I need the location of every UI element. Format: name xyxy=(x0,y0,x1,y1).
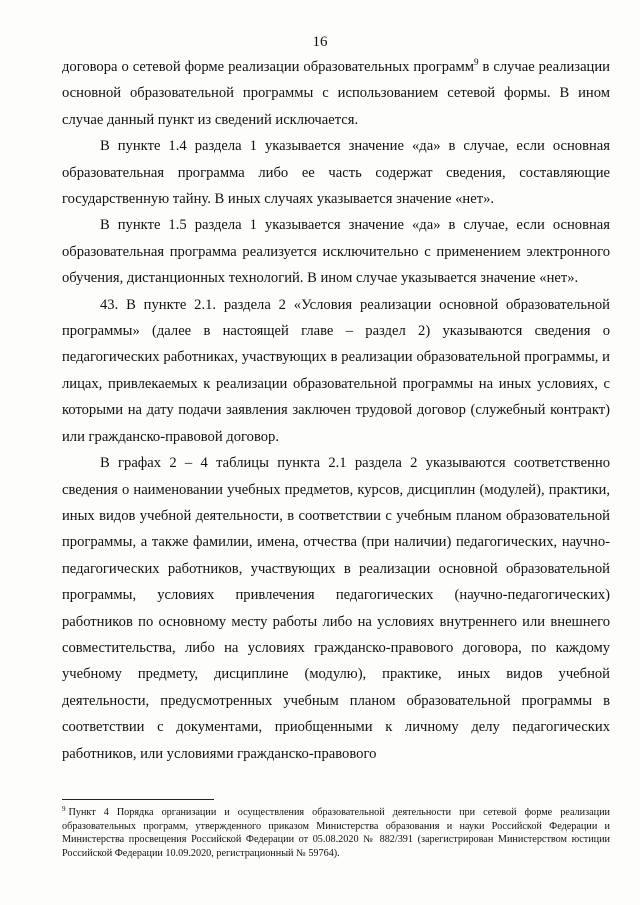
footnote-text: Пункт 4 Порядка организации и осуществления образовательной деятельности при сетевой форме реализации образовательных программ, утвержденного приказом Министерства образования и науки Российской Федерации и Министерства просвещения Российской Федерации от 05.08.2020 № 882/391 (зарегистрирован Министерством юстиции Российской Федерации 10.09.2020, регистрационный № 59764). xyxy=(62,807,610,859)
footnote-number: 9 xyxy=(62,804,66,813)
footnote-divider xyxy=(62,799,214,800)
paragraph-columns-2-4: В графах 2 – 4 таблицы пункта 2.1 раздела 2 указываются соответственно сведения о наименовании учебных предметов, курсов, дисциплин (модулей), практики, иных видов учебной деятельности, в соответствии с учебным планом образовательной программы, а также фамилии, имена, отчества (при наличии) педагогических, научно-педагогических работников, участвующих в реализации основной образовательной программы, условиях привлечения педагогических (научно-педагогических) работников по основному месту работы либо на условиях внутреннего или внешнего совместительства, либо на условиях гражданско-правового договора, по каждому учебному предмету, дисциплине (модулю), практике, иных видов учебной деятельности, предусмотренных учебным планом образовательной программы в соответствии с документами, приобщенными к личному делу педагогических работников, или условиями гражданско-правового xyxy=(62,455,610,762)
paragraph-point-1-5: В пункте 1.5 раздела 1 указывается значение «да» в случае, если основная образовательная программа реализуется исключительно с применением электронного обучения, дистанционных технологий. В ином случае указывается значение «нет». xyxy=(62,217,610,287)
paragraph-continuation xyxy=(62,54,610,133)
paragraph-item-43: 43. В пункте 2.1. раздела 2 «Условия реализации основной образовательной программы» (далее в настоящей главе – раздел 2) указываются сведения о педагогических работниках, участвующих в реализации образовательной программы, и лицах, привлекаемых к реализации образовательной программы на иных условиях, с которыми на дату подачи заявления заключен трудовой договор (служебный контракт) или гражданско-правовой договор. xyxy=(62,296,610,445)
footnote xyxy=(62,806,610,860)
paragraph-text: договора о сетевой форме реализации образовательных программ xyxy=(62,59,474,75)
paragraph-point-1-4: В пункте 1.4 раздела 1 указывается значение «да» в случае, если основная образовательная программа либо ее часть содержат сведения, составляющие государственную тайну. В иных случаях указывается значение «нет». xyxy=(62,138,610,208)
footnote-reference[interactable]: 9 xyxy=(474,57,479,68)
body-text xyxy=(62,54,610,767)
page-number: 16 xyxy=(312,34,328,50)
paragraph-text: в случае реализации основной образовательной программы с использованием сетевой формы. В ином случае данный пункт из сведений исключается. xyxy=(62,59,610,128)
